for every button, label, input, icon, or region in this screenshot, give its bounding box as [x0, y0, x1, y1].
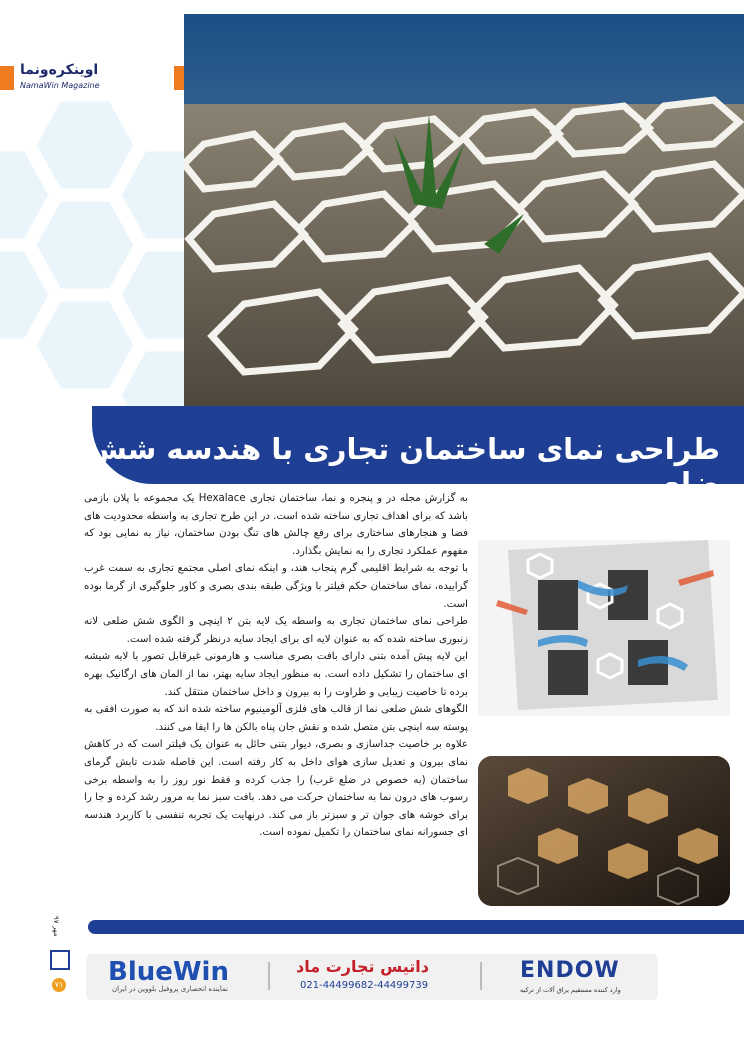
endow-logo[interactable]: ENDOW [520, 958, 620, 983]
article-paragraph: الگوهای شش ضلعی نما از قالب های فلزی آلومینیوم ساخته شده اند که به صورت افقی به پوسته سه اینچی بتن متصل شده و نقش جان پناه بالکن ها را ایفا می کنند. [84, 704, 468, 733]
facade-diagram-image [478, 540, 730, 716]
hexagon-background-pattern [0, 90, 190, 430]
article-paragraph: با توجه به شرایط اقلیمی گرم پنجاب هند، و اینکه نمای اصلی مجتمع تجاری به سمت غرب گراییده، نمای ساختمان حکم فیلتر با ویژگی طبقه بندی بصری و کاور جلوگیری از گرما بوده است. [84, 563, 468, 610]
article-body [84, 490, 468, 842]
hero-image [184, 14, 744, 410]
ad-divider [268, 962, 270, 990]
article-paragraph: به گزارش مجله در و پنجره و نما، ساختمان تجاری Hexalace یک مجموعه با پلان بازمی باشد که برای اهداف تجاری ساخته شده است. در این طرح تجاری به واسطه محدودیت های فضا و هنجارهای ساختاری برای رفع چالش های تنگ بودن ساختمان، نیاز به نمایی بود که مفهوم عملکرد تجاری را به نمایش بگذارد. [84, 493, 468, 557]
article-title: طراحی نمای ساختمان تجاری با هندسه شش ضلعی [86, 432, 720, 500]
footer-bar [88, 920, 744, 934]
article-paragraph: این لایه پیش آمده بتنی دارای بافت بصری مناسب و هارمونی غیرقابل تصور با لایه شیشه ای ساختمان را تشکیل داده است. به منظور ایجاد سایه بهتر، نما از المان های ارگانیک بهره برده تا خاصیت زیبایی و طراوت را به بیرون و داخل ساختمان منتقل کند. [84, 651, 468, 698]
article-paragraph: طراحی نمای ساختمان تجاری به واسطه یک لایه بتن ۲ اینچی و الگوی شش ضلعی لانه زنبوری ساخته شده که به عنوان لایه ای برای ایجاد سایه درنظر گرفته شده است. [84, 616, 469, 645]
masthead-title: اوینکره‌ونما [20, 62, 99, 78]
masthead-subtitle: NamaWin Magazine [20, 81, 100, 90]
bluewin-tagline: نماینده انحصاری پروفیل بلووین در ایران [112, 985, 228, 993]
facade-night-photo [478, 756, 730, 906]
mad-logo[interactable]: داتیس تجارت ماد [296, 957, 429, 976]
endow-tagline: وارد کننده مستقیم یراق آلات از ترکیه [520, 986, 621, 994]
issue-label: مهر ۹۷ [52, 916, 60, 937]
page-number: ۷۱ [52, 978, 66, 992]
article-paragraph: علاوه بر خاصیت جداسازی و بصری، دیوار بتنی حائل به عنوان یک فیلتر است که در کاهش نمای بیرون و تعدیل سازی هوای داخل به کار رفته است. این فاصله شدت تابش گرمای ساختمان (به خصوص در ضلع غرب) را جذب کرده و فقط نور روز را به واسطه برخی رسوب های درون نما به ساختمان حرکت می دهد. بافت سبز نما به مرور رشد کرده و جا را برای خوشه های جوان تر و سبزتر باز می کند. درنهایت یک تجربه تنفسی با کاربرد هندسه ای جسورانه نمای ساختمان را تکمیل نموده است. [84, 739, 468, 839]
mad-phone: 021-44499682-44499739 [300, 980, 429, 991]
bluewin-logo[interactable]: BlueWin [108, 957, 229, 987]
ad-divider [480, 962, 482, 990]
magazine-icon [50, 950, 70, 970]
